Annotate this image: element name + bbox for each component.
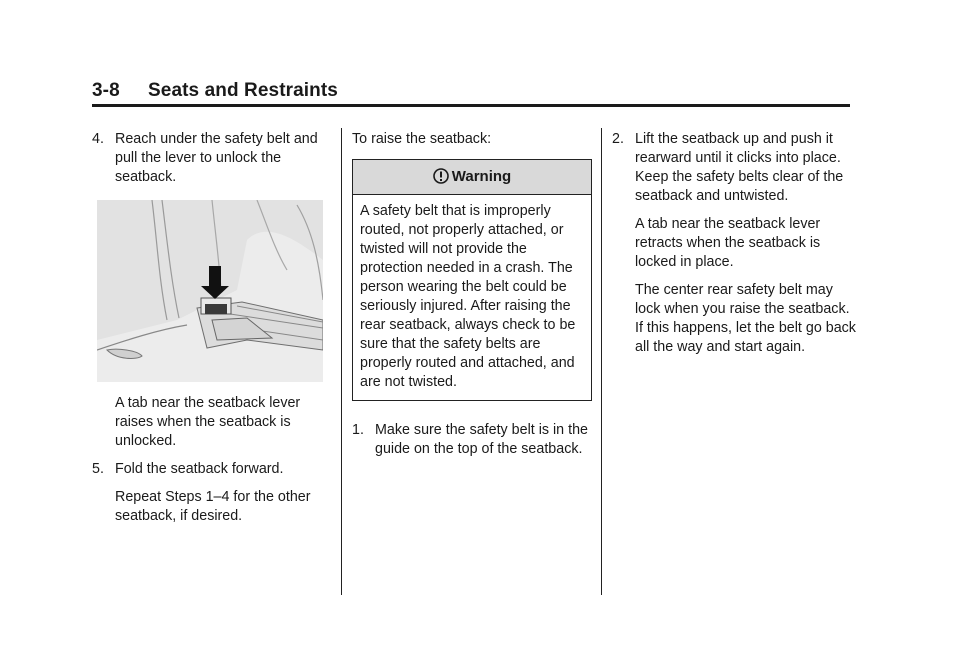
column-2 [352, 130, 592, 459]
page-number: 3-8 [92, 80, 120, 101]
raise-seatback-intro: To raise the seatback: [352, 131, 492, 147]
step-4-number: 4. [92, 131, 104, 147]
repeat-steps-note: Repeat Steps 1–4 for the other seatback, if desired. [115, 489, 311, 524]
step-5-number: 5. [92, 461, 104, 477]
step-2-text: Lift the seatback up and push it rearward until it clicks into place. Keep the safety belts clear of the seatback and untwisted. [635, 131, 844, 204]
column-3 [612, 130, 857, 357]
page-header [92, 80, 850, 107]
step-2 [612, 130, 857, 206]
step-2-number: 2. [612, 131, 624, 147]
warning-title: Warning [451, 168, 512, 185]
center-belt-note: The center rear safety belt may lock when you raise the seatback. If this happens, let the belt go back all the way and start again. [635, 282, 856, 355]
warning-symbol-icon [433, 168, 449, 184]
warning-header [353, 160, 591, 195]
column-divider-2 [601, 128, 602, 595]
warning-text: A safety belt that is improperly routed, not properly attached, or twisted will not provide the protection needed in a crash. The person wearing the belt could be seriously injured. After raising the rear seatback, always check to be sure that the safety belts are properly routed and attached, and are not twisted. [360, 203, 576, 390]
step-1-number: 1. [352, 422, 364, 438]
tab-raises-note: A tab near the seatback lever raises when the seatback is unlocked. [115, 395, 301, 449]
step-4-text: Reach under the safety belt and pull the lever to unlock the seatback. [115, 131, 318, 185]
step-5-text: Fold the seatback forward. [115, 461, 284, 477]
seatback-lever-illustration [97, 200, 323, 382]
warning-box [352, 159, 592, 401]
column-divider-1 [341, 128, 342, 595]
column-1 [92, 130, 332, 187]
step-1 [352, 421, 592, 459]
step-4 [92, 130, 332, 187]
section-title: Seats and Restraints [148, 80, 338, 101]
step-1-text: Make sure the safety belt is in the guide on the top of the seatback. [375, 422, 588, 457]
tab-retracts-note: A tab near the seatback lever retracts when the seatback is locked in place. [635, 216, 821, 270]
column-1-lower [92, 394, 332, 526]
step-5 [92, 460, 332, 479]
